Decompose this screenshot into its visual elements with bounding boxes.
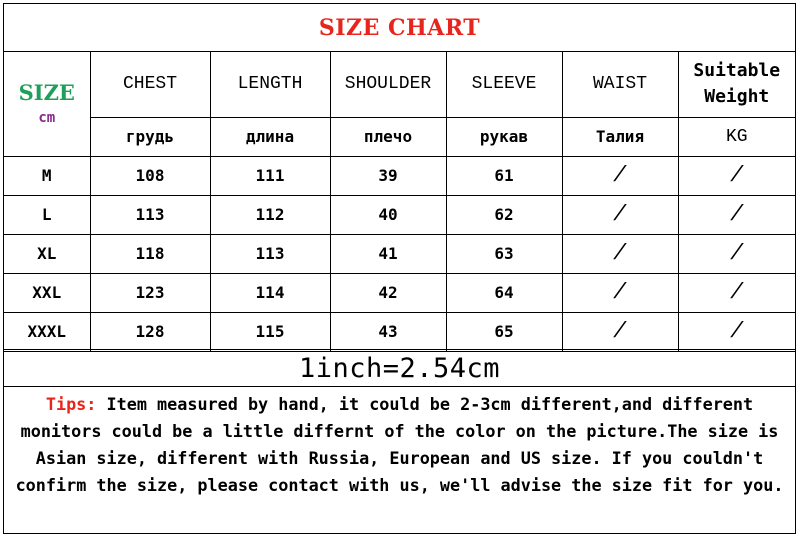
- waist-cell: [562, 273, 678, 312]
- chest-cell: 108: [90, 156, 210, 195]
- size-cell: L: [4, 195, 90, 234]
- weight-value: /: [727, 241, 746, 266]
- table-row: [4, 156, 795, 195]
- size-header-label: SIZE: [18, 79, 75, 105]
- weight-value: /: [727, 319, 746, 344]
- chest-cell: 123: [90, 273, 210, 312]
- waist-value: /: [611, 319, 629, 344]
- waist-value: /: [611, 163, 629, 188]
- length-cell: 112: [210, 195, 330, 234]
- table-row: [4, 312, 795, 351]
- sleeve-cell: 65: [446, 312, 562, 351]
- table-row: [4, 195, 795, 234]
- inch-conversion-row: [4, 349, 795, 387]
- header-shoulder: SHOULDER: [330, 52, 446, 117]
- weight-value: /: [727, 202, 746, 227]
- chest-cell: 128: [90, 312, 210, 351]
- header-length: LENGTH: [210, 52, 330, 117]
- sleeve-cell: 61: [446, 156, 562, 195]
- sleeve-cell: 62: [446, 195, 562, 234]
- sleeve-cell: 64: [446, 273, 562, 312]
- weight-cell: [678, 273, 795, 312]
- header-ru-sleeve: рукав: [446, 117, 562, 156]
- shoulder-cell: 41: [330, 234, 446, 273]
- tips-label: Tips:: [45, 394, 97, 414]
- shoulder-cell: 43: [330, 312, 446, 351]
- waist-cell: [562, 234, 678, 273]
- waist-value: /: [611, 241, 629, 266]
- header-ru-chest: грудь: [90, 117, 210, 156]
- size-cell: XXXL: [4, 312, 90, 351]
- table-row: [4, 273, 795, 312]
- header-weight: [678, 52, 795, 117]
- size-cell: XL: [4, 234, 90, 273]
- header-chest: CHEST: [90, 52, 210, 117]
- length-cell: 111: [210, 156, 330, 195]
- chest-cell: 118: [90, 234, 210, 273]
- weight-value: /: [727, 280, 746, 305]
- header-waist: WAIST: [562, 52, 678, 117]
- size-header-cell: [4, 52, 90, 156]
- inch-conversion-note: 1inch=2.54cm: [298, 352, 501, 384]
- weight-cell: [678, 312, 795, 351]
- header-weight-line1: Suitable: [693, 60, 781, 82]
- waist-cell: [562, 312, 678, 351]
- size-cell: M: [4, 156, 90, 195]
- waist-cell: [562, 156, 678, 195]
- header-ru-shoulder: плечо: [330, 117, 446, 156]
- tips-text: Item measured by hand, it could be 2-3cm different,and different monitors could be a little differnt of the color on the picture.The size is Asian size, different with Russia, European and US size. If you couldn't confirm the size, please contact with us, we'll advise the size fit for you.: [15, 394, 784, 495]
- weight-value: /: [727, 163, 746, 188]
- weight-cell: [678, 156, 795, 195]
- size-chart-frame: [3, 3, 796, 534]
- weight-cell: [678, 195, 795, 234]
- header-ru-row: [4, 117, 795, 156]
- size-cell: XXL: [4, 273, 90, 312]
- waist-value: /: [611, 280, 629, 305]
- header-row: [4, 52, 795, 117]
- table-row: [4, 234, 795, 273]
- chest-cell: 113: [90, 195, 210, 234]
- length-cell: 114: [210, 273, 330, 312]
- shoulder-cell: 40: [330, 195, 446, 234]
- header-weight-line2: Weight: [704, 86, 770, 108]
- header-ru-length: длина: [210, 117, 330, 156]
- shoulder-cell: 42: [330, 273, 446, 312]
- unit-label: cm: [38, 109, 56, 126]
- header-ru-waist: Талия: [562, 117, 678, 156]
- weight-cell: [678, 234, 795, 273]
- tips-box: [4, 387, 795, 533]
- waist-value: /: [611, 202, 629, 227]
- chart-title: SIZE CHART: [318, 14, 481, 41]
- title-row: [4, 4, 795, 52]
- length-cell: 115: [210, 312, 330, 351]
- header-sleeve: SLEEVE: [446, 52, 562, 117]
- header-weight-unit: KG: [678, 117, 795, 156]
- length-cell: 113: [210, 234, 330, 273]
- waist-cell: [562, 195, 678, 234]
- shoulder-cell: 39: [330, 156, 446, 195]
- sleeve-cell: 63: [446, 234, 562, 273]
- size-table: [4, 52, 795, 352]
